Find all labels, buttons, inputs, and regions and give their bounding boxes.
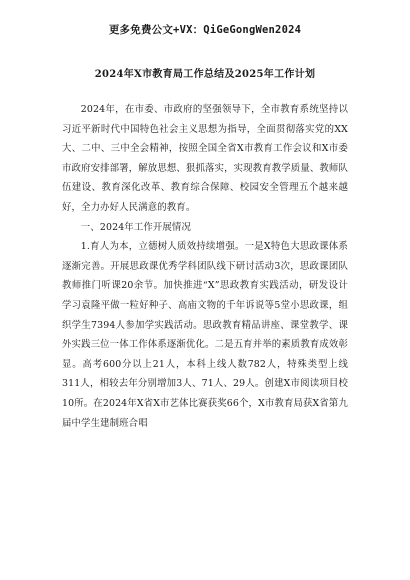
section-paragraph: 1.育人为本，立德树人质效持续增强。一是X特色大思政课体系逐渐完善。开展思政课优秀学科团队线下研讨活动3次，思政课团队教师推门听课20余节。加快推进“X”思政教育实践活动，研发设计学习袁隆平做一粒好种子、高庙文物的千年诉说等5堂小思政课，组织学生7394人参加学实践活动。思政教育精品讲座、课堂教学、课外实践三位一体工作体系逐渐优化。二是五育并举的素质教育成效彰显。高考600分以上21人，本科上线人数782人，特殊类型上线311人，相较去年分别增加3人、71人、29人。创建X市阅读项目校10所。在2024年X省X市艺体比赛获奖66个，X市教育局获X省第九届中学生建制班合唱 [62,241,348,429]
document-title: 2024年X市教育局工作总结及2025年工作计划 [94,69,316,80]
top-banner: 更多免费公文+VX：QiGeGongWen2024 [108,24,302,36]
intro-paragraph: 2024年，在市委、市政府的坚强领导下，全市教育系统坚持以习近平新时代中国特色社会主义思想为指导，全面贯彻落实党的XX大、二中、三中全会精神，按照全国全省X市教育工作会议和X市委市政府安排部署，解放思想、狠抓落实，实现教育教学质量、教师队伍建设、教育深化改革、教育综合保障、校园安全管理五个越来越好，全力办好人民满意的教育。 [62,104,348,213]
section-heading: 一、2024年工作开展情况 [80,221,191,233]
